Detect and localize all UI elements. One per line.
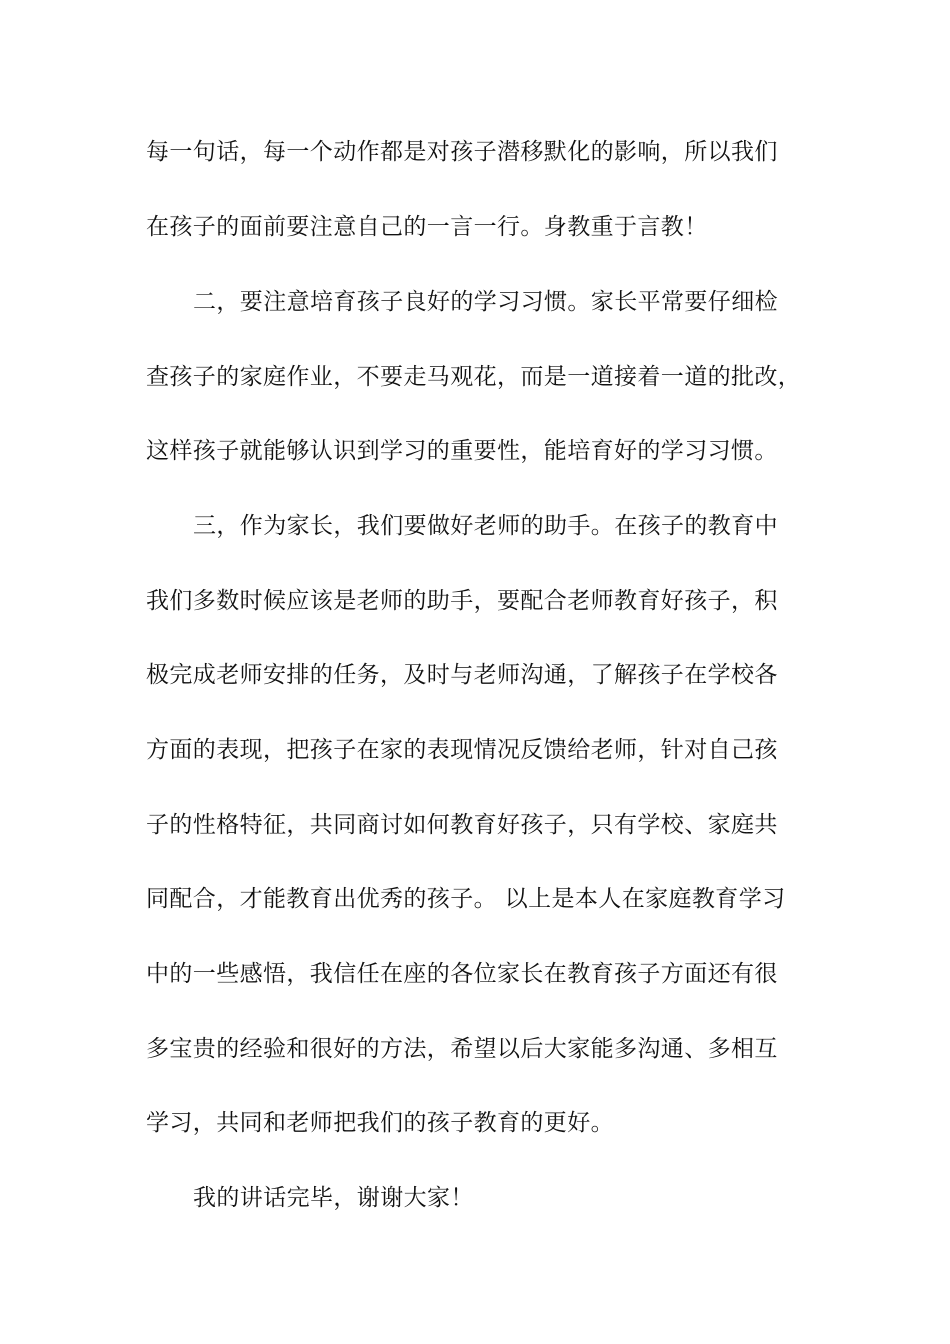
text-line: 我们多数时候应该是老师的助手，要配合老师教育好孩子，积 [146, 588, 778, 614]
paragraph-start-line: 二，要注意培育孩子良好的学习习惯。家长平常要仔细检 [193, 289, 778, 315]
text-line: 多宝贵的经验和很好的方法，希望以后大家能多沟通、多相互 [146, 1036, 778, 1062]
text-line: 方面的表现，把孩子在家的表现情况反馈给老师，针对自己孩 [146, 737, 778, 763]
text-line: 这样孩子就能够认识到学习的重要性，能培育好的学习习惯。 [146, 438, 778, 464]
text-line: 子的性格特征，共同商讨如何教育好孩子，只有学校、家庭共 [146, 812, 778, 838]
text-line: 中的一些感悟，我信任在座的各位家长在教育孩子方面还有很 [146, 961, 778, 987]
text-line: 学习，共同和老师把我们的孩子教育的更好。 [146, 1110, 614, 1136]
text-line: 查孩子的家庭作业，不要走马观花，而是一道接着一道的批改， [146, 364, 802, 390]
closing-line: 我的讲话完毕，谢谢大家！ [193, 1185, 474, 1211]
text-line: 同配合，才能教育出优秀的孩子。 以上是本人在家庭教育学习 [146, 886, 786, 912]
text-line: 每一句话，每一个动作都是对孩子潜移默化的影响，所以我们 [146, 139, 778, 165]
text-line: 在孩子的面前要注意自己的一言一行。身教重于言教！ [146, 214, 708, 240]
paragraph-start-line: 三，作为家长，我们要做好老师的助手。在孩子的教育中 [193, 513, 778, 539]
text-line: 极完成老师安排的任务，及时与老师沟通，了解孩子在学校各 [146, 662, 778, 688]
